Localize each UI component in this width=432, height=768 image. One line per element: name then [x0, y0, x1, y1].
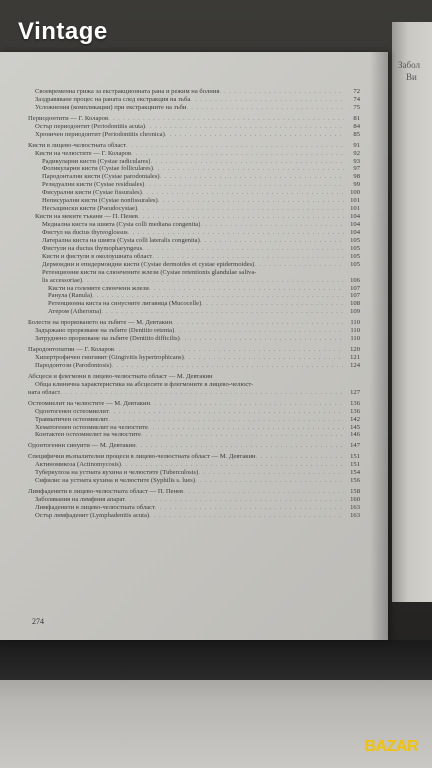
toc-entry: [28, 354, 360, 362]
toc-entry: [28, 229, 360, 237]
toc-entry: [28, 362, 360, 370]
toc-entry: [28, 221, 360, 229]
table-of-contents: [28, 88, 360, 520]
toc-entry: [28, 308, 360, 316]
toc-entry-page: 105: [350, 260, 360, 268]
right-page-fragment: Ви: [406, 72, 417, 82]
toc-leader-dots: [256, 454, 344, 462]
toc-entry: [28, 381, 360, 389]
toc-leader-dots: [195, 478, 344, 486]
toc-entry-title: Усложнения (компликации) при екстракциите на зъби: [35, 103, 187, 111]
toc-entry: [28, 88, 360, 96]
toc-entry-title: Остър периодонтит (Periodontitis acuta): [35, 122, 146, 130]
toc-entry-title: Ретенционна киста на синусните лигавица (Mucocelle): [48, 300, 202, 308]
toc-leader-dots: [165, 132, 344, 140]
toc-entry-page: 105: [350, 252, 360, 260]
toc-leader-dots: [101, 309, 344, 317]
toc-entry-title: Остър лимфаденит (Lymphadenitis acuta): [35, 511, 150, 519]
toc-entry-title: Пародонтални кисти (Cystae parodontales): [42, 173, 160, 181]
toc-entry-title: Одонтогенен остеомиелит: [35, 407, 109, 415]
toc-entry-page: 85: [353, 130, 360, 138]
toc-entry-title: Специфични възпалителни процеси в лицево-челюстната област — М. Девтакин: [28, 453, 256, 461]
toc-leader-dots: [190, 97, 344, 105]
toc-entry-title: Хипертрофичен гингивит (Gingivitis hypertrophicans): [35, 354, 184, 361]
toc-entry-page: 107: [350, 284, 360, 292]
toc-entry-title: Заболявания на лимфния апарат: [35, 496, 126, 503]
toc-entry: [28, 245, 360, 253]
toc-entry: [28, 373, 360, 381]
toc-entry-title: Хематогенен остеомиелит на челюстите: [35, 423, 148, 431]
toc-entry-page: 104: [350, 228, 360, 236]
toc-leader-dots: [149, 286, 344, 294]
toc-entry-title: Своевременна грижа за екстракционната рана и режим на болния: [35, 88, 220, 95]
toc-entry-title: Пародонтози (Parodontosis): [35, 361, 112, 369]
toc-entry-page: 110: [350, 319, 360, 327]
toc-entry-title: Кисти на челюстите — Г. Коларов: [35, 149, 132, 157]
toc-entry-title: Ранула (Ranula): [48, 292, 93, 300]
toc-entry-title: lis accessoriae): [42, 276, 83, 284]
toc-entry: [28, 292, 360, 300]
toc-entry-title: Травматичен остеомиелит: [35, 415, 109, 423]
toc-entry-title: Туберкулоза на устната кухина и челюстите (Tuberculosis): [35, 469, 199, 477]
toc-entry-title: Задържано прорязване на зъбите (Dentitio retenta): [35, 327, 175, 335]
toc-entry-page: 158: [350, 488, 360, 496]
toc-leader-dots: [219, 89, 344, 97]
toc-entry: [28, 237, 360, 245]
toc-entry-title: Фистул на ductus thyreoglossus: [42, 228, 128, 236]
toc-entry-title: Кисти на големите слюнчени жлези: [48, 284, 149, 292]
toc-entry-page: 74: [353, 95, 360, 103]
toc-entry: [28, 173, 360, 181]
toc-leader-dots: [198, 470, 344, 478]
toc-entry-page: 127: [350, 388, 360, 396]
toc-entry-page: 72: [353, 88, 360, 95]
toc-entry: [28, 277, 360, 285]
toc-entry-page: 136: [350, 407, 360, 415]
toc-entry-title: Затруднено прорязване на зъбите (Dentitio difficilis): [35, 335, 180, 343]
toc-entry-title: Неписурални кисти (Cystae nonfissurales): [42, 197, 158, 205]
toc-entry-page: 110: [350, 335, 360, 343]
toc-entry: [28, 461, 360, 469]
toc-entry: [28, 285, 360, 293]
toc-leader-dots: [131, 151, 344, 159]
toc-entry-title: Атером (Atheroma): [48, 308, 102, 316]
toc-entry: [28, 213, 360, 221]
toc-entry-title: Кисти на меките тъкани — П. Пенев: [35, 213, 138, 221]
toc-leader-dots: [145, 124, 344, 132]
toc-entry-page: 154: [350, 469, 360, 477]
toc-entry: [28, 123, 360, 131]
toc-entry-page: 106: [350, 276, 360, 284]
toc-entry-title: Контактен остеомиелит на челюстите: [35, 431, 141, 439]
toc-entry-page: 98: [353, 173, 360, 181]
toc-entry: [28, 389, 360, 397]
toc-entry-title: Хроничен периодонтит (Periodontitis chronica): [35, 130, 165, 138]
toc-entry-page: 97: [353, 165, 360, 173]
toc-entry: [28, 197, 360, 205]
toc-entry-page: 142: [350, 415, 360, 423]
toc-entry-page: 156: [350, 477, 360, 485]
toc-entry: [28, 104, 360, 112]
toc-entry-title: Остеомиелит на челюстите — М. Девтакин: [28, 399, 151, 407]
toc-entry-page: 160: [350, 496, 360, 503]
toc-entry-page: 100: [350, 189, 360, 197]
toc-entry-page: 120: [350, 346, 360, 354]
toc-entry-title: Актиномикоза (Actinomycosis): [35, 461, 121, 469]
toc-entry-title: Периодонтити — Г. Коларов: [28, 114, 109, 122]
toc-entry-title: Дермоидни и епидермоидни кисти (Cystae dermoides et cystae epidermoides): [42, 260, 255, 268]
toc-entry: [28, 319, 360, 327]
toc-entry: [28, 150, 360, 158]
toc-entry: [28, 424, 360, 432]
toc-entry-title: Пародонтопатии — Г. Коларов: [28, 346, 115, 354]
toc-entry-page: 105: [350, 236, 360, 244]
toc-entry: [28, 512, 360, 520]
toc-entry-page: 101: [350, 197, 360, 205]
toc-leader-dots: [109, 409, 344, 417]
toc-entry: [28, 189, 360, 197]
toc-leader-dots: [149, 513, 344, 521]
page-number: 274: [32, 617, 44, 626]
toc-entry: [28, 300, 360, 308]
toc-entry-page: 109: [350, 308, 360, 316]
toc-leader-dots: [150, 159, 344, 167]
toc-entry: [28, 400, 360, 408]
toc-entry: [28, 469, 360, 477]
toc-entry: [28, 496, 360, 504]
right-page-fragment: Забол: [398, 60, 420, 70]
toc-entry-page: 93: [353, 157, 360, 165]
bazar-logo: BAZAR: [364, 738, 418, 755]
toc-entry: [28, 158, 360, 166]
toc-leader-dots: [112, 363, 344, 371]
toc-leader-dots: [160, 174, 344, 182]
toc-entry-page: 121: [350, 354, 360, 361]
toc-leader-dots: [180, 336, 344, 344]
toc-leader-dots: [254, 262, 344, 270]
toc-entry: [28, 431, 360, 439]
toc-leader-dots: [155, 505, 344, 513]
toc-leader-dots: [200, 222, 344, 230]
toc-leader-dots: [125, 497, 344, 505]
toc-entry-title: Сифилис на устната кухина и челюстите (Syphilis s. lues): [35, 477, 196, 485]
toc-entry-page: 84: [353, 122, 360, 130]
book-cover-edge: [0, 640, 432, 680]
toc-leader-dots: [158, 198, 344, 206]
toc-entry-page: 81: [353, 114, 360, 122]
toc-entry-title: Кисти и фистули в околоушната област: [42, 252, 153, 260]
toc-entry-title: Заздравяване процес на раната след екстракция на зъба: [35, 95, 191, 103]
toc-leader-dots: [60, 390, 344, 398]
toc-leader-dots: [141, 432, 344, 440]
toc-entry-page: 163: [350, 503, 360, 511]
toc-entry: [28, 253, 360, 261]
toc-entry: [28, 327, 360, 335]
toc-entry-page: 151: [350, 461, 360, 469]
toc-leader-dots: [183, 489, 344, 497]
toc-entry: [28, 165, 360, 173]
toc-leader-dots: [184, 355, 344, 363]
toc-entry: [28, 142, 360, 150]
toc-entry-title: Ретенционни кисти на слюнчените жлези (Cystae retentionis glandulae saliva-: [42, 268, 257, 276]
toc-entry: [28, 269, 360, 277]
watermark-logo: Vintage: [18, 18, 108, 45]
toc-entry-title: Радикуларни кисти (Cystae radiculares): [42, 157, 151, 165]
toc-entry-title: Кисти в лицево-челюстната област: [28, 141, 127, 149]
toc-entry-title: Болести на прорязването на зъбите — М. Девтакин: [28, 319, 173, 327]
toc-entry: [28, 408, 360, 416]
toc-entry-page: 163: [350, 511, 360, 519]
toc-entry-title: Одонтогенни синуити — М. Девтакин: [28, 442, 136, 450]
toc-entry-page: 75: [353, 103, 360, 111]
toc-entry-title: Фоликуларни кисти (Cystae folliculares): [42, 165, 153, 173]
toc-entry: [28, 442, 360, 450]
toc-entry-page: 151: [350, 453, 360, 461]
toc-entry-page: 124: [350, 361, 360, 369]
toc-entry-title: ната област: [28, 388, 61, 396]
toc-entry: [28, 131, 360, 139]
toc-entry: [28, 181, 360, 189]
toc-leader-dots: [200, 238, 344, 246]
toc-entry-page: 104: [350, 221, 360, 228]
toc-leader-dots: [186, 105, 344, 113]
toc-entry-title: Латерална киста на шията (Cysta colli lateralis congenita): [42, 236, 200, 244]
toc-entry-page: 105: [350, 244, 360, 252]
toc-entry-title: Несъщински кисти (Pseudocystae): [42, 205, 138, 213]
toc-leader-dots: [150, 401, 344, 409]
toc-entry: [28, 477, 360, 485]
toc-entry-page: 104: [350, 213, 360, 221]
toc-leader-dots: [144, 182, 344, 190]
toc-entry-title: Фисурални кисти (Cystae fissurales): [42, 189, 142, 197]
toc-leader-dots: [148, 425, 344, 433]
toc-leader-dots: [142, 246, 344, 254]
toc-entry: [28, 115, 360, 123]
toc-entry-page: 101: [350, 205, 360, 213]
toc-entry-title: Фистули на ductus thymopharyngeus: [42, 244, 143, 252]
toc-entry-title: Медиална киста на шията (Cysta colli mediana congenita): [42, 221, 201, 228]
toc-leader-dots: [201, 301, 344, 309]
toc-entry: [28, 488, 360, 496]
toc-entry-page: 108: [350, 300, 360, 308]
toc-entry-title: Абсцеси и флегмони в лицево-челюстната област — М. Девтакин: [28, 372, 213, 380]
toc-leader-dots: [136, 443, 344, 451]
toc-leader-dots: [126, 143, 344, 151]
toc-leader-dots: [153, 166, 344, 174]
toc-entry: [28, 416, 360, 424]
toc-entry: [28, 346, 360, 354]
toc-entry-title: Обща клинична характеристика на абсцесите и флегмоните в лицево-челюст-: [35, 380, 254, 388]
toc-entry-page: 145: [350, 423, 360, 431]
toc-entry: [28, 96, 360, 104]
toc-entry: [28, 504, 360, 512]
toc-entry: [28, 205, 360, 213]
toc-entry-title: Лимфаденити в лицево-челюстната област: [35, 503, 155, 511]
toc-leader-dots: [137, 206, 344, 214]
toc-leader-dots: [172, 320, 344, 328]
toc-entry-page: 107: [350, 292, 360, 300]
right-page-edge: [392, 22, 432, 602]
toc-entry-page: 99: [353, 181, 360, 189]
toc-entry-page: 136: [350, 399, 360, 407]
toc-leader-dots: [174, 328, 344, 336]
toc-entry-page: 92: [353, 149, 360, 157]
toc-entry-page: 147: [350, 442, 360, 450]
toc-entry-page: 91: [353, 141, 360, 149]
toc-entry: [28, 335, 360, 343]
toc-entry: [28, 261, 360, 269]
toc-entry-page: 110: [350, 327, 360, 335]
toc-entry-page: 146: [350, 431, 360, 439]
toc-leader-dots: [142, 190, 344, 198]
toc-entry-title: Лимфаденити в лицево-челюстната област — П. Пенев: [28, 488, 184, 496]
toc-entry-title: Резидуални кисти (Cystae residuales): [42, 181, 145, 189]
toc-entry: [28, 453, 360, 461]
